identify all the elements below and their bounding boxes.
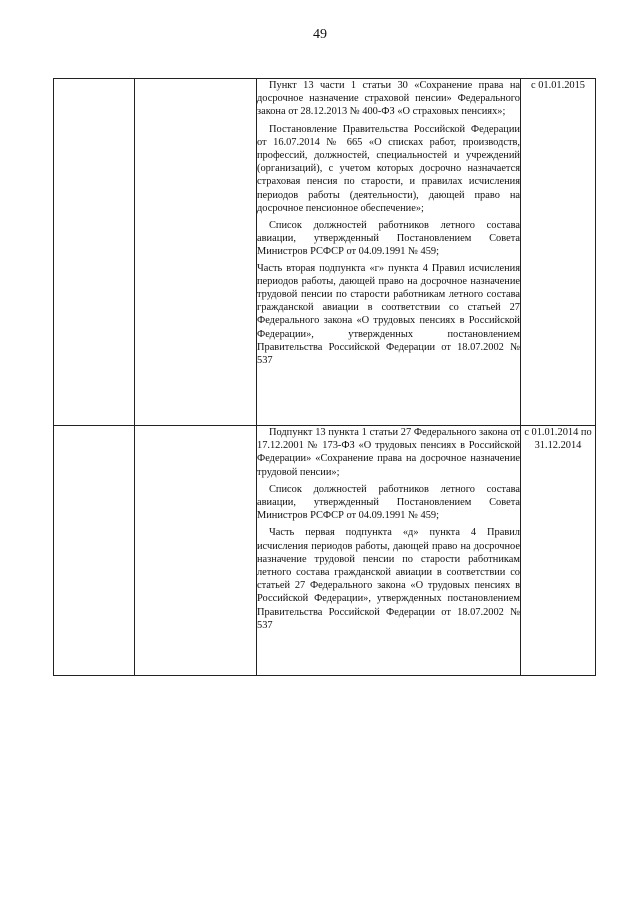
legal-paragraph: Пункт 13 части 1 статьи 30 «Сохранение права на досрочное назначение страховой пенсии» Федерального закона от 28.12.2013 № 400-ФЗ «О страховых пенсиях»; bbox=[257, 80, 520, 118]
legal-basis-cell bbox=[257, 79, 521, 426]
table-cell-empty-2 bbox=[135, 426, 257, 676]
effective-date-cell: с 01.01.2015 bbox=[521, 79, 596, 426]
table-cell-empty-1 bbox=[54, 79, 135, 426]
table-cell-empty-2 bbox=[135, 79, 257, 426]
legal-paragraph: Часть первая подпункта «д» пункта 4 Правил исчисления периодов работы, дающей право на досрочное назначение трудовой пенсии по старости работникам летного состава гражданской авиации в соответствии со статьей 27 Федерального закона «О трудовых пенсиях в Российской Федерации», утвержденных постановлением Правительства Российской Федерации от 18.07.2002 № 537 bbox=[257, 527, 520, 631]
effective-date-cell: с 01.01.2014 по 31.12.2014 bbox=[521, 426, 596, 676]
table-row bbox=[54, 426, 596, 676]
legal-paragraph: Постановление Правительства Российской Федерации от 16.07.2014 № 665 «О списках работ, производств, профессий, должностей, специальностей и учреждений (организаций), с учетом которых досрочно назначается страховая пенсия по старости, и правилах исчисления периодов работы (деятельности), дающей право на досрочное пенсионное обеспечение»; bbox=[257, 123, 520, 214]
legal-paragraph: Подпункт 13 пункта 1 статьи 27 Федерального закона от 17.12.2001 № 173-ФЗ «О трудовых пенсиях в Российской Федерации» «Сохранение права на досрочное назначение трудовой пенсии»; bbox=[257, 427, 520, 478]
legal-paragraph: Список должностей работников летного состава авиации, утвержденный Постановлением Совета Министров РСФСР от 04.09.1991 № 459; bbox=[257, 483, 520, 522]
legal-paragraph: Список должностей работников летного состава авиации, утвержденный Постановлением Совета Министров РСФСР от 04.09.1991 № 459; bbox=[257, 220, 520, 258]
table-cell-empty-1 bbox=[54, 426, 135, 676]
document-table bbox=[53, 78, 596, 676]
legal-paragraph: Часть вторая подпункта «г» пункта 4 Правил исчисления периодов работы, дающей право на досрочное назначение трудовой пенсии по старости работникам летного состава гражданской авиации в соответствии со статьей 27 Федерального закона «О трудовых пенсиях в Российской Федерации», утвержденных постановлением Правительства Российской Федерации от 18.07.2002 № 537 bbox=[257, 262, 520, 367]
legal-basis-cell bbox=[257, 426, 521, 676]
page-number: 49 bbox=[313, 27, 327, 42]
table-row bbox=[54, 79, 596, 426]
